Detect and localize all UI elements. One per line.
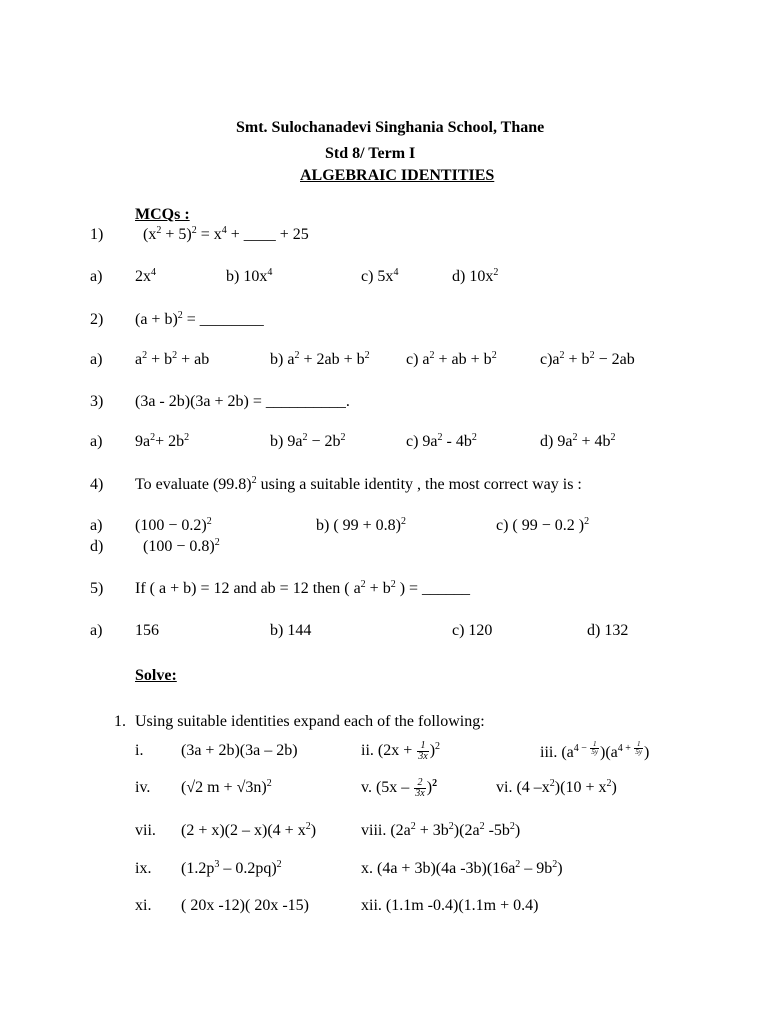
q1-number: 1): [90, 226, 104, 243]
q4-option-a: $(100 - 0.2)^2$: [135, 516, 212, 534]
q2-number: 2): [90, 311, 104, 328]
q2-option-d: $c)a^2 + b^2 - 2ab$: [540, 350, 635, 368]
q1-option-c: c) $5x^4$: [361, 267, 399, 285]
q5-option-a: 156: [135, 622, 159, 639]
q3-option-label: a): [90, 433, 103, 450]
item-vii: $(2 + x)(2 - x)(4 + x^2)$: [181, 821, 317, 839]
q5-option-d: d) 132: [587, 622, 629, 639]
item-xi: ( 20x -12)( 20x -15): [181, 897, 309, 914]
q4-text: To evaluate $(99.8)^2$ using a suitable identity , the most correct way is :: [135, 475, 582, 493]
q3-option-c: c) $9a^2 - 4b^2$: [406, 432, 477, 450]
q3-option-d: d) $9a^2 + 4b^2$: [540, 432, 616, 450]
item-iv: (√2 m + √3n)$^2$: [181, 778, 272, 796]
item-i: (3a + 2b)(3a – 2b): [181, 742, 298, 759]
q3-text: (3a - 2b)(3a + 2b) = __________.: [135, 393, 350, 410]
q1-option-d: d) $10x^2$: [452, 267, 499, 285]
item-ii: ii. (2x + $\frac{1}{3x}$ )$^2$: [361, 740, 441, 762]
standard-term: Std 8/ Term I: [325, 145, 416, 162]
item-vi: vi. (4 $-x^2)(10 + x^2)$: [496, 778, 617, 796]
item-viii: viii. $(2a^2 + 3b^2)(2a^2$ $-5b^2$): [361, 821, 521, 839]
q5-option-b: b) 144: [270, 622, 312, 639]
q2-option-label: a): [90, 351, 103, 368]
item-v: v. (5x – $\frac{2}{3x}$ )$^2$: [361, 777, 438, 799]
q3-option-a: $9a^2+ 2b^2$: [135, 432, 190, 450]
q4-option-label-a: a): [90, 517, 103, 534]
solve-q1-number: 1.: [114, 713, 126, 730]
q5-number: 5): [90, 580, 104, 597]
school-name: Smt. Sulochanadevi Singhania School, Thane: [236, 119, 545, 136]
q1-option-a: $2x^4$: [135, 267, 156, 285]
q2-option-b: b) $a^2 + 2ab + b^2$: [270, 350, 370, 368]
solve-heading: Solve:: [135, 667, 177, 684]
item-ix: $(1.2p^3 - 0.2pq)^2$: [181, 859, 282, 877]
item-ix-label: ix.: [135, 860, 152, 877]
q4-number: 4): [90, 476, 104, 493]
q1-text: $(x^2 + 5)^2 = x^4$ + ____ + 25: [143, 225, 309, 243]
q4-option-d: $(100 - 0.8)^2$: [143, 537, 220, 555]
q3-number: 3): [90, 393, 104, 410]
item-vii-label: vii.: [135, 822, 156, 839]
q5-option-label: a): [90, 622, 103, 639]
item-i-label: i.: [135, 742, 144, 759]
q5-text: If ( a + b) = 12 and ab = 12 then ( $a^2 + b^2$ ) = ______: [135, 579, 471, 597]
item-xii: xii. (1.1m -0.4)(1.1m + 0.4): [361, 897, 539, 914]
item-x: x. (4a + 3b)(4a $-3b)(16a^2 - 9b^2)$: [361, 859, 563, 877]
q4-option-c: c) ( 99 − 0.2 )$^2$: [496, 516, 590, 534]
solve-q1-text: Using suitable identities expand each of the following:: [135, 713, 485, 730]
q3-option-b: b) $9a^2 - 2b^2$: [270, 432, 346, 450]
q2-text: $(a + b)^2$ = ________: [135, 310, 264, 328]
page-title: ALGEBRAIC IDENTITIES: [300, 167, 495, 184]
item-iv-label: iv.: [135, 779, 151, 796]
mcq-heading: MCQs :: [135, 206, 190, 223]
q4-option-label-d: d): [90, 538, 104, 555]
item-xi-label: xi.: [135, 897, 152, 914]
q5-option-c: c) 120: [452, 622, 493, 639]
q2-option-c: c) $a^2$ + ab + $b^2$: [406, 350, 497, 368]
item-iii: iii. ($a^{4 - \frac{1}{5y}}$ )($a^{4 + \frac{1}{5y}}$ ): [540, 740, 650, 761]
q2-option-a: $a^2 + b^2$ + ab: [135, 350, 210, 368]
q1-option-b: b) $10x^4$: [226, 267, 273, 285]
q1-option-label: a): [90, 268, 103, 285]
q4-option-b: b) ( 99 + 0.8)$^2$: [316, 516, 407, 534]
